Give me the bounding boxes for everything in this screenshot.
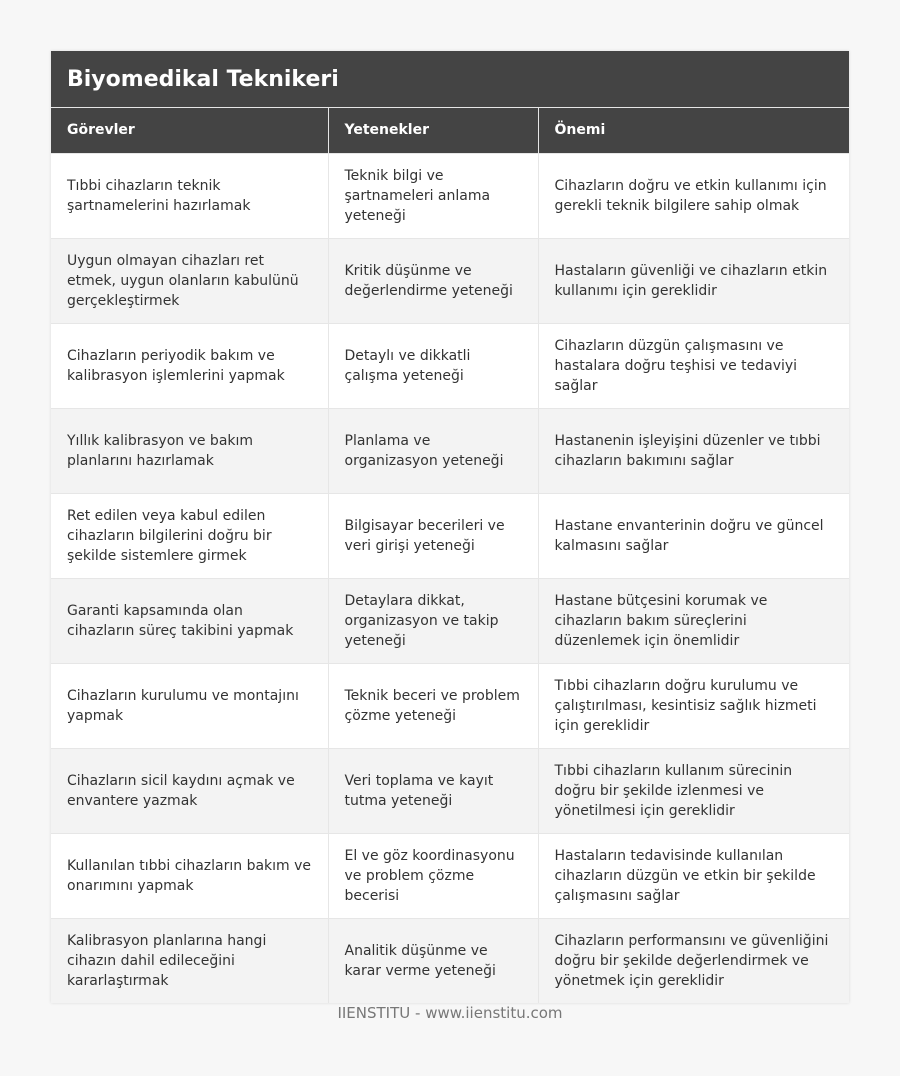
cell-task: Cihazların kurulumu ve montajını yapmak	[51, 663, 328, 748]
cell-skill: Planlama ve organizasyon yeteneği	[328, 408, 538, 493]
cell-importance: Cihazların performansını ve güvenliğini doğru bir şekilde değerlendirmek ve yönetmek için gereklidir	[538, 918, 849, 1003]
cell-skill: Bilgisayar becerileri ve veri girişi yeteneği	[328, 493, 538, 578]
cell-importance: Cihazların doğru ve etkin kullanımı için gerekli teknik bilgilere sahip olmak	[538, 153, 849, 238]
cell-skill: Detaylı ve dikkatli çalışma yeteneği	[328, 323, 538, 408]
cell-task: Garanti kapsamında olan cihazların süreç takibini yapmak	[51, 578, 328, 663]
table-card	[51, 51, 849, 1003]
cell-importance: Hastane bütçesini korumak ve cihazların bakım süreçlerini düzenlemek için önemlidir	[538, 578, 849, 663]
table-row	[51, 153, 849, 238]
cell-task: Kullanılan tıbbi cihazların bakım ve onarımını yapmak	[51, 833, 328, 918]
cell-skill: Analitik düşünme ve karar verme yeteneği	[328, 918, 538, 1003]
table-row	[51, 918, 849, 1003]
cell-skill: Teknik beceri ve problem çözme yeteneği	[328, 663, 538, 748]
table-row	[51, 238, 849, 323]
table-title: Biyomedikal Teknikeri	[51, 51, 849, 108]
table-row	[51, 748, 849, 833]
header-onemi: Önemi	[538, 108, 849, 153]
cell-task: Cihazların sicil kaydını açmak ve envantere yazmak	[51, 748, 328, 833]
table-row	[51, 663, 849, 748]
cell-importance: Hastanenin işleyişini düzenler ve tıbbi cihazların bakımını sağlar	[538, 408, 849, 493]
cell-skill: Detaylara dikkat, organizasyon ve takip yeteneği	[328, 578, 538, 663]
cell-task: Yıllık kalibrasyon ve bakım planlarını hazırlamak	[51, 408, 328, 493]
cell-importance: Hastaların güvenliği ve cihazların etkin kullanımı için gereklidir	[538, 238, 849, 323]
header-gorevler: Görevler	[51, 108, 328, 153]
cell-skill: Teknik bilgi ve şartnameleri anlama yeteneği	[328, 153, 538, 238]
tasks-table	[51, 108, 849, 1003]
table-row	[51, 493, 849, 578]
cell-skill: Veri toplama ve kayıt tutma yeteneği	[328, 748, 538, 833]
cell-task: Kalibrasyon planlarına hangi cihazın dahil edileceğini kararlaştırmak	[51, 918, 328, 1003]
cell-importance: Hastane envanterinin doğru ve güncel kalmasını sağlar	[538, 493, 849, 578]
table-row	[51, 833, 849, 918]
cell-task: Tıbbi cihazların teknik şartnamelerini hazırlamak	[51, 153, 328, 238]
header-row	[51, 108, 849, 153]
cell-task: Ret edilen veya kabul edilen cihazların bilgilerini doğru bir şekilde sistemlere girmek	[51, 493, 328, 578]
cell-skill: El ve göz koordinasyonu ve problem çözme becerisi	[328, 833, 538, 918]
table-row	[51, 578, 849, 663]
cell-importance: Tıbbi cihazların kullanım sürecinin doğru bir şekilde izlenmesi ve yönetilmesi için gereklidir	[538, 748, 849, 833]
cell-importance: Cihazların düzgün çalışmasını ve hastalara doğru teşhisi ve tedaviyi sağlar	[538, 323, 849, 408]
cell-task: Uygun olmayan cihazları ret etmek, uygun olanların kabulünü gerçekleştirmek	[51, 238, 328, 323]
cell-importance: Hastaların tedavisinde kullanılan cihazların düzgün ve etkin bir şekilde çalışmasını sağlar	[538, 833, 849, 918]
cell-task: Cihazların periyodik bakım ve kalibrasyon işlemlerini yapmak	[51, 323, 328, 408]
cell-skill: Kritik düşünme ve değerlendirme yeteneği	[328, 238, 538, 323]
cell-importance: Tıbbi cihazların doğru kurulumu ve çalıştırılması, kesintisiz sağlık hizmeti için gereklidir	[538, 663, 849, 748]
table-row	[51, 323, 849, 408]
table-row	[51, 408, 849, 493]
footer-credit: IIENSTITU - www.iienstitu.com	[337, 1004, 563, 1022]
header-yetenekler: Yetenekler	[328, 108, 538, 153]
